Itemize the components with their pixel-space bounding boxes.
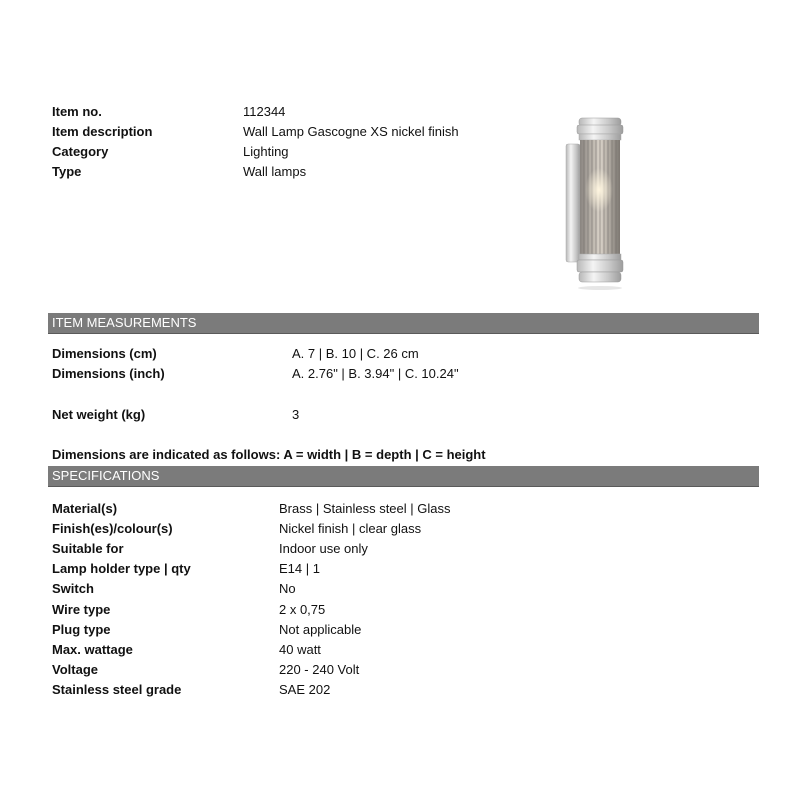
type-value: Wall lamps [243,164,307,179]
item-no-value: 112344 [243,104,286,119]
spec-label-finish: Finish(es)/colour(s) [52,521,173,536]
category-label: Category [52,144,109,159]
spec-label-wire-type: Wire type [52,602,111,617]
dimensions-cm-value: A. 7 | B. 10 | C. 26 cm [292,346,419,361]
spec-value-plug-type: Not applicable [279,622,362,637]
spec-label-voltage: Voltage [52,662,98,677]
spec-value-lamp-holder: E14 | 1 [279,561,320,576]
item-description-value: Wall Lamp Gascogne XS nickel finish [243,124,459,139]
net-weight-value: 3 [292,407,300,422]
spec-label-plug-type: Plug type [52,622,111,637]
spec-label-steel-grade: Stainless steel grade [52,682,182,697]
measurements-section-header [48,313,759,334]
dimensions-note: Dimensions are indicated as follows: A = width | B = depth | C = height [52,447,486,462]
spec-label-suitable-for: Suitable for [52,541,124,556]
spec-value-switch: No [279,581,296,596]
spec-value-max-wattage: 40 watt [279,642,321,657]
category-value: Lighting [243,144,289,159]
measurements-section-title: ITEM MEASUREMENTS [52,315,197,330]
spec-label-switch: Switch [52,581,94,596]
item-no-label: Item no. [52,104,102,119]
wall-lamp-image [555,112,635,298]
specifications-section-header [48,466,759,487]
spec-value-steel-grade: SAE 202 [279,682,331,697]
specifications-section-title: SPECIFICATIONS [52,468,160,483]
type-label: Type [52,164,82,179]
spec-value-wire-type: 2 x 0,75 [279,602,326,617]
spec-label-max-wattage: Max. wattage [52,642,133,657]
item-description-label: Item description [52,124,153,139]
net-weight-label: Net weight (kg) [52,407,146,422]
spec-label-lamp-holder: Lamp holder type | qty [52,561,191,576]
spec-value-voltage: 220 - 240 Volt [279,662,360,677]
spec-value-finish: Nickel finish | clear glass [279,521,422,536]
dimensions-cm-label: Dimensions (cm) [52,346,157,361]
dimensions-inch-label: Dimensions (inch) [52,366,165,381]
spec-label-material: Material(s) [52,501,118,516]
spec-value-material: Brass | Stainless steel | Glass [279,501,451,516]
spec-value-suitable-for: Indoor use only [279,541,368,556]
dimensions-inch-value: A. 2.76" | B. 3.94" | C. 10.24" [292,366,459,381]
